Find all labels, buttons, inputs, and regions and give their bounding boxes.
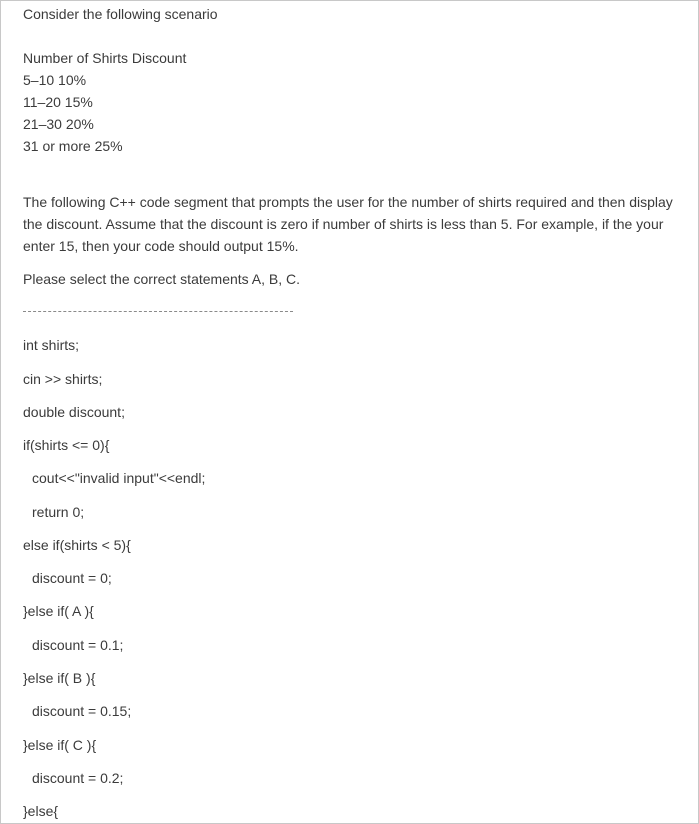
code-line: discount = 0.15; [32,703,132,719]
table-header: Number of Shirts Discount [23,50,187,66]
code-line: }else if( A ){ [23,603,94,619]
code-line: if(shirts <= 0){ [23,437,110,453]
code-line: }else if( B ){ [23,670,96,686]
code-line: }else if( C ){ [23,737,97,753]
table-row: 31 or more 25% [23,138,123,154]
instruction-text: Please select the correct statements A, B, C. [23,271,301,287]
code-line: return 0; [32,504,85,520]
intro-text: Consider the following scenario [23,6,218,22]
code-line: double discount; [23,404,125,420]
code-line: }else{ [23,803,59,819]
table-row: 11–20 15% [23,94,93,110]
code-line: discount = 0; [32,570,112,586]
code-line: discount = 0.1; [32,637,124,653]
description-paragraph: The following C++ code segment that prompts the user for the number of shirts required and then display the discount. Assume that the discount is zero if number of shirts is less than 5. For example, if the your enter 15, then your code should output 15%. [23,194,673,254]
code-line: cout<<"invalid input"<<endl; [32,470,206,486]
code-line: else if(shirts < 5){ [23,537,131,553]
dashed-divider [23,311,293,312]
table-row: 21–30 20% [23,116,94,132]
code-line: cin >> shirts; [23,371,103,387]
code-line: discount = 0.2; [32,770,124,786]
table-row: 5–10 10% [23,72,87,88]
code-line: int shirts; [23,337,80,353]
